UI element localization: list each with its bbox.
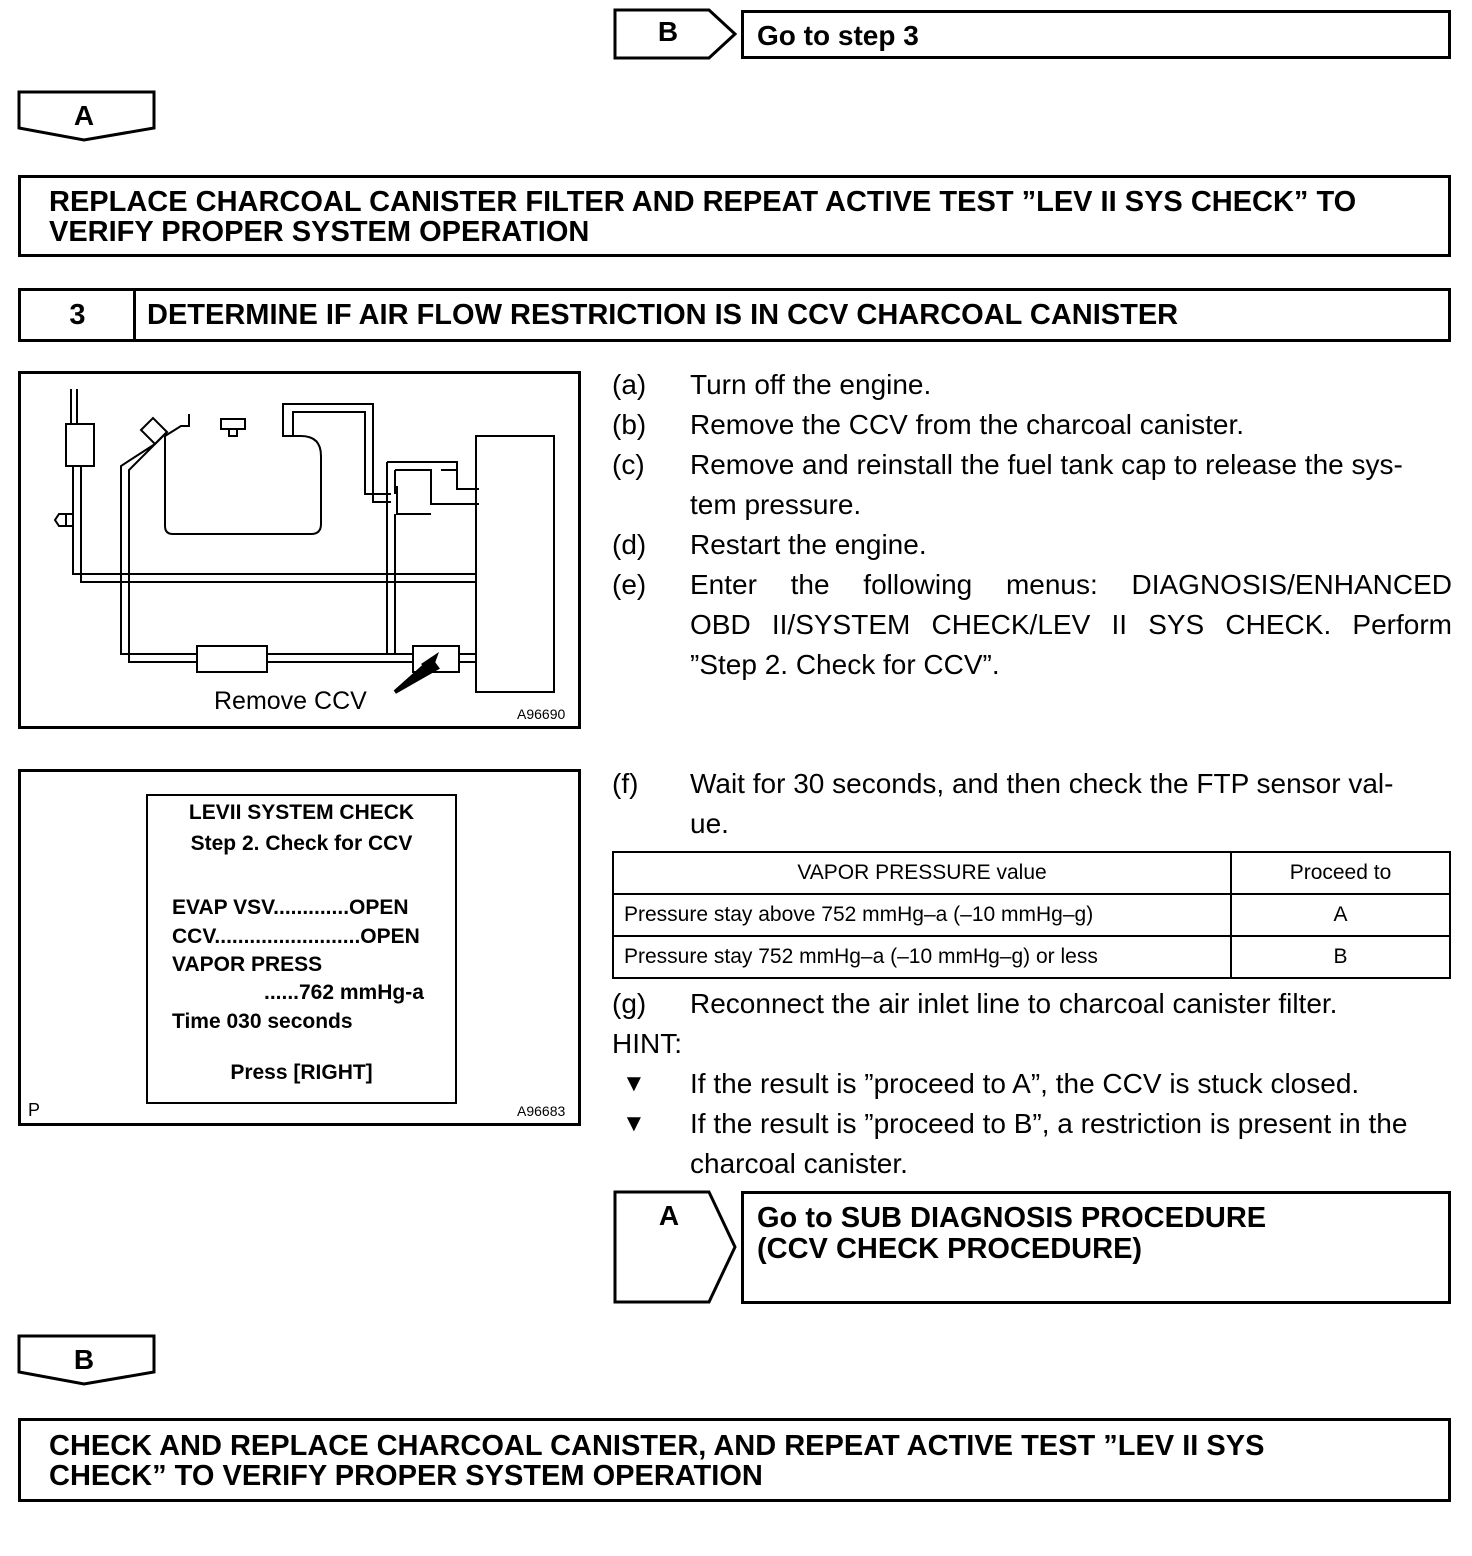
figure-hose-diagram (18, 371, 581, 729)
instruction-a (612, 365, 1452, 405)
instruction-label: (e) (612, 569, 647, 600)
step-divider (133, 291, 136, 339)
screen-press-right: Press [RIGHT] (230, 1061, 373, 1084)
tester-display (146, 794, 457, 1104)
step-number: 3 (69, 299, 86, 331)
instruction-label: (d) (612, 529, 647, 560)
hint-label: HINT: (612, 1028, 682, 1059)
branch-a-label: A (73, 100, 95, 131)
screen-subtitle: Step 2. Check for CCV (190, 832, 413, 855)
instruction-text: Remove the CCV from the charcoal canister. (690, 409, 1245, 440)
instruction-label: (a) (612, 369, 647, 400)
instruction-label: (c) (612, 449, 645, 480)
instruction-text: tem pressure. (690, 489, 862, 520)
sub-diagnosis-target[interactable] (741, 1191, 1451, 1304)
replace-filter-line1: REPLACE CHARCOAL CANISTER FILTER AND REPEAT ACTIVE TEST ”LEV II SYS CHECK” TO (49, 186, 1357, 218)
instruction-text: Restart the engine. (690, 529, 927, 560)
top-branch-target[interactable] (741, 10, 1451, 59)
instruction-text: Wait for 30 seconds, and then check the FTP sensor val- (690, 768, 1394, 799)
instruction-c (612, 445, 1452, 525)
table-header: VAPOR PRESSURE value (613, 852, 1231, 894)
screen-vapor-value: ......762 mmHg-a (264, 981, 424, 1004)
instruction-text: Turn off the engine. (690, 369, 932, 400)
instruction-text: ”Step 2. Check for CCV”. (690, 649, 1000, 680)
sub-diagnosis-line2: (CCV CHECK PROCEDURE) (757, 1233, 1143, 1265)
table-row (613, 936, 1450, 978)
final-action-line1: CHECK AND REPLACE CHARCOAL CANISTER, AND REPEAT ACTIVE TEST ”LEV II SYS (49, 1430, 1265, 1462)
hint-text: If the result is ”proceed to A”, the CCV is stuck closed. (690, 1068, 1360, 1099)
instruction-d (612, 525, 1452, 565)
top-branch-label: B (657, 16, 679, 47)
replace-filter-box (18, 175, 1451, 257)
table-cell: Pressure stay above 752 mmHg–a (–10 mmHg–g) (613, 894, 1231, 936)
figure-tester-screen (18, 769, 581, 1126)
evap-system-diagram (21, 374, 578, 726)
instruction-label: (g) (612, 988, 647, 1019)
instruction-label: (f) (612, 768, 639, 799)
figure2-corner: P (28, 1100, 41, 1120)
instruction-text: ue. (690, 808, 729, 839)
top-branch-text: Go to step 3 (757, 20, 919, 51)
triangle-bullet-icon: ▼ (622, 1070, 646, 1097)
screen-ccv: CCV.........................OPEN (172, 925, 420, 948)
branch-a-result-label: A (658, 1200, 680, 1231)
hint-bullet-b (612, 1104, 1452, 1184)
final-action-box (18, 1418, 1451, 1502)
screen-title: LEVII SYSTEM CHECK (188, 801, 415, 824)
instruction-e (612, 565, 1452, 685)
instruction-text: Reconnect the air inlet line to charcoal canister filter. (690, 988, 1338, 1019)
instruction-f (612, 764, 1452, 844)
screen-vapor-label: VAPOR PRESS (172, 953, 323, 976)
table-row (613, 894, 1450, 936)
vapor-pressure-table (612, 851, 1451, 979)
instruction-text: Enter the following menus: DIAGNOSIS/ENHANCED (690, 569, 1452, 600)
table-header-row (613, 852, 1450, 894)
instruction-g (612, 984, 1452, 1024)
replace-filter-line2: VERIFY PROPER SYSTEM OPERATION (49, 216, 590, 248)
instruction-text: OBD II/SYSTEM CHECK/LEV II SYS CHECK. Perform (690, 609, 1452, 640)
branch-b-label: B (73, 1344, 95, 1375)
screen-time: Time 030 seconds (172, 1010, 353, 1033)
figure1-id: A96690 (517, 706, 566, 722)
final-action-line2: CHECK” TO VERIFY PROPER SYSTEM OPERATION (49, 1460, 763, 1492)
figure1-callout: Remove CCV (214, 687, 367, 715)
table-header: Proceed to (1231, 852, 1450, 894)
sub-diagnosis-line1: Go to SUB DIAGNOSIS PROCEDURE (757, 1202, 1267, 1234)
table-cell: A (1231, 894, 1450, 936)
hint-text: charcoal canister. (690, 1148, 908, 1179)
instruction-b (612, 405, 1452, 445)
triangle-bullet-icon: ▼ (622, 1110, 646, 1137)
step-header (18, 288, 1451, 342)
figure2-id: A96683 (517, 1103, 566, 1119)
hint-bullet-a (612, 1064, 1452, 1104)
screen-evap-vsv: EVAP VSV.............OPEN (172, 896, 409, 919)
hint-text: If the result is ”proceed to B”, a restriction is present in the (690, 1108, 1408, 1139)
table-cell: Pressure stay 752 mmHg–a (–10 mmHg–g) or less (613, 936, 1231, 978)
instruction-text: Remove and reinstall the fuel tank cap to release the sys- (690, 449, 1403, 480)
instruction-label: (b) (612, 409, 647, 440)
table-cell: B (1231, 936, 1450, 978)
step-title: DETERMINE IF AIR FLOW RESTRICTION IS IN CCV CHARCOAL CANISTER (147, 299, 1179, 331)
